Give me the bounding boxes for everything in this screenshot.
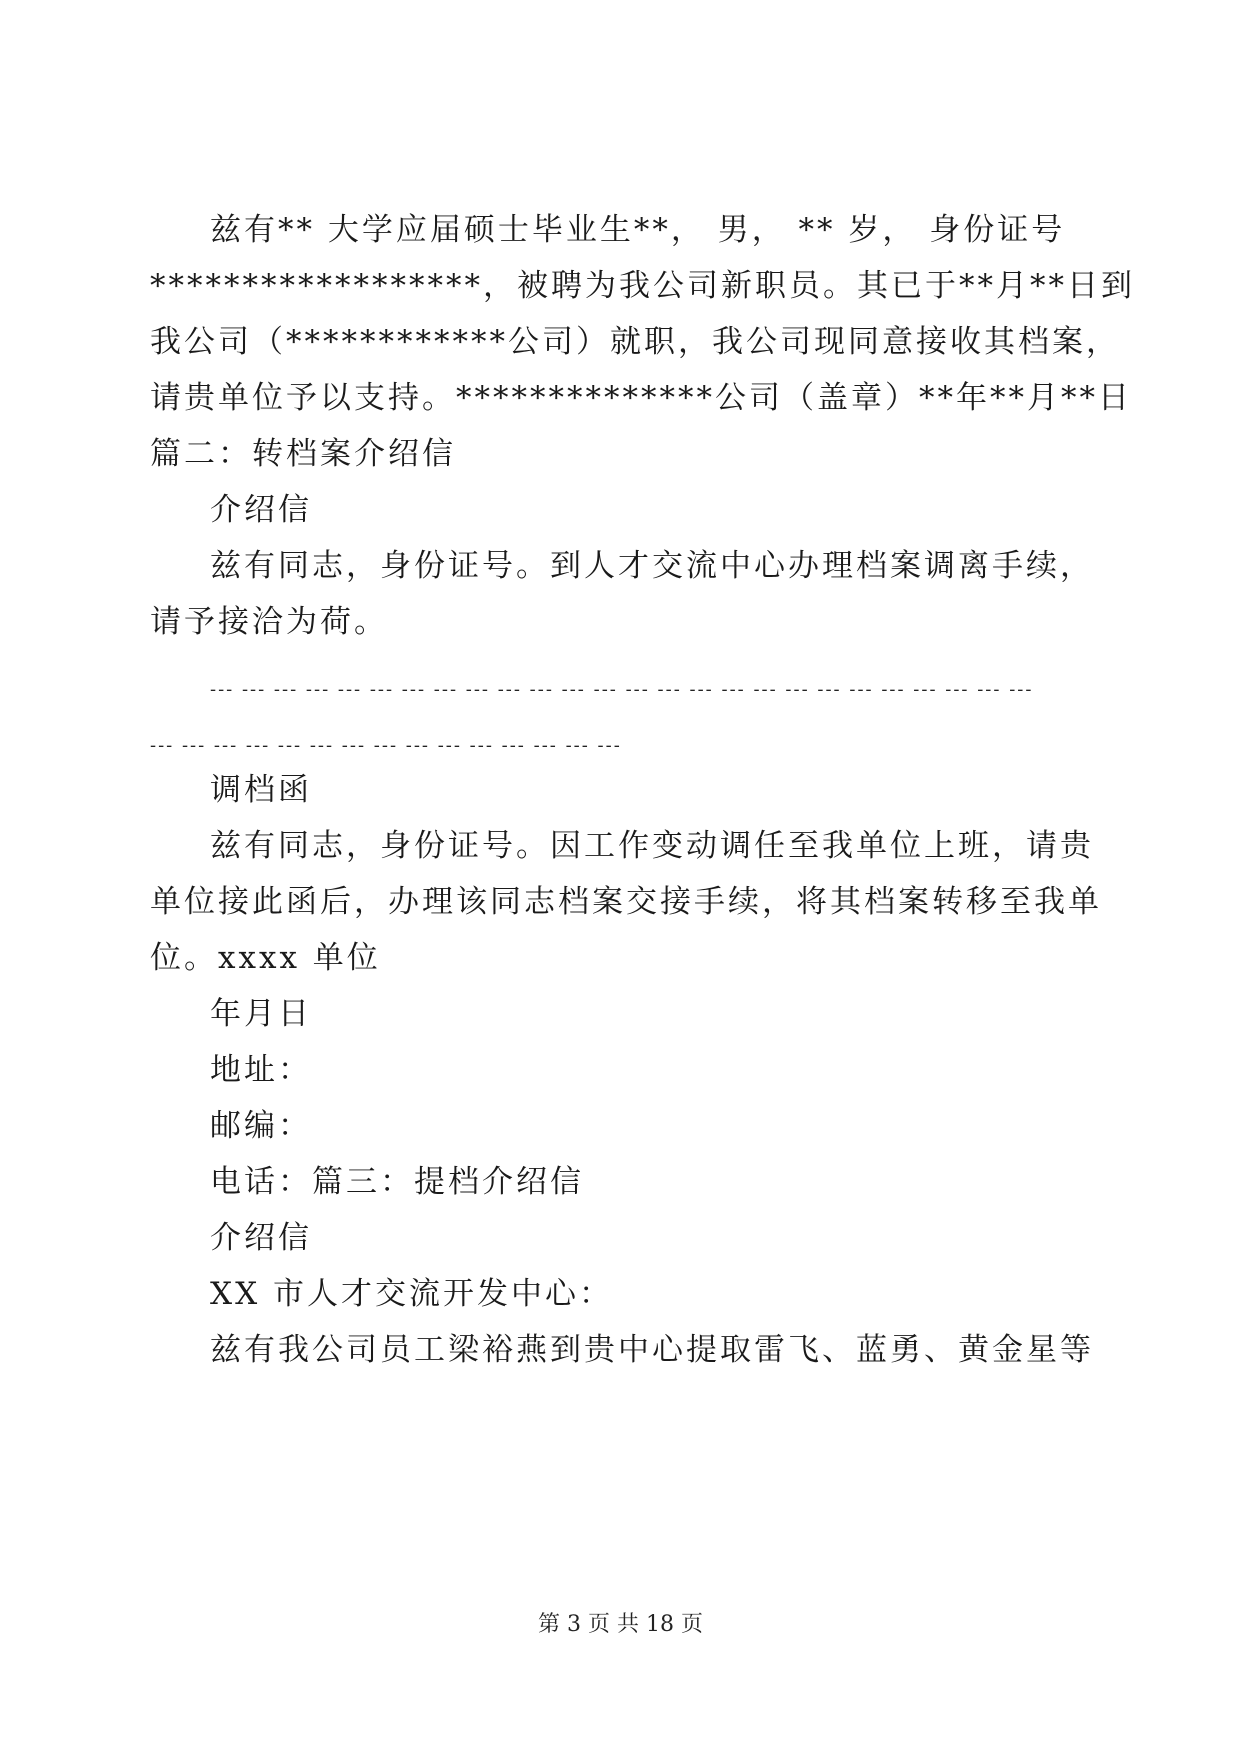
page-number: 第 3 页 共 18 页	[538, 1612, 703, 1637]
paragraph-line: ******************，被聘为我公司新职员。其已于**月**日到	[150, 268, 1135, 304]
letter-title: 介绍信	[210, 492, 312, 528]
paragraph-line: 单位接此函后，办理该同志档案交接手续，将其档案转移至我单	[150, 884, 1102, 920]
paragraph-line: 位。xxxx 单位	[150, 940, 381, 976]
cut-separator: --- --- --- --- --- --- --- --- --- --- --- --- --- --- ---	[150, 735, 622, 756]
section-heading: 篇二：转档案介绍信	[150, 436, 456, 472]
letter-title: 调档函	[210, 772, 312, 808]
phone-line: 电话：篇三：提档介绍信	[210, 1164, 584, 1200]
paragraph-line: 兹有** 大学应届硕士毕业生**， 男， ** 岁， 身份证号	[210, 212, 1066, 248]
paragraph-line: 兹有同志，身份证号。到人才交流中心办理档案调离手续，	[210, 548, 1094, 584]
postcode-line: 邮编：	[210, 1108, 312, 1144]
paragraph-line: 我公司（************公司）就职，我公司现同意接收其档案，	[150, 324, 1120, 360]
recipient-line: XX 市人才交流开发中心：	[210, 1276, 613, 1312]
address-line: 地址：	[210, 1052, 312, 1088]
paragraph-line: 兹有我公司员工梁裕燕到贵中心提取雷飞、蓝勇、黄金星等	[210, 1332, 1094, 1368]
paragraph-line: 请贵单位予以支持。**************公司（盖章）**年**月**日	[150, 380, 1132, 416]
letter-title: 介绍信	[210, 1220, 312, 1256]
cut-separator: --- --- --- --- --- --- --- --- --- --- --- --- --- --- --- --- --- --- --- --- --- --- --- --- --- ---	[210, 679, 1034, 700]
date-line: 年月日	[210, 996, 312, 1032]
paragraph-line: 请予接洽为荷。	[150, 604, 388, 640]
paragraph-line: 兹有同志，身份证号。因工作变动调任至我单位上班，请贵	[210, 828, 1094, 864]
